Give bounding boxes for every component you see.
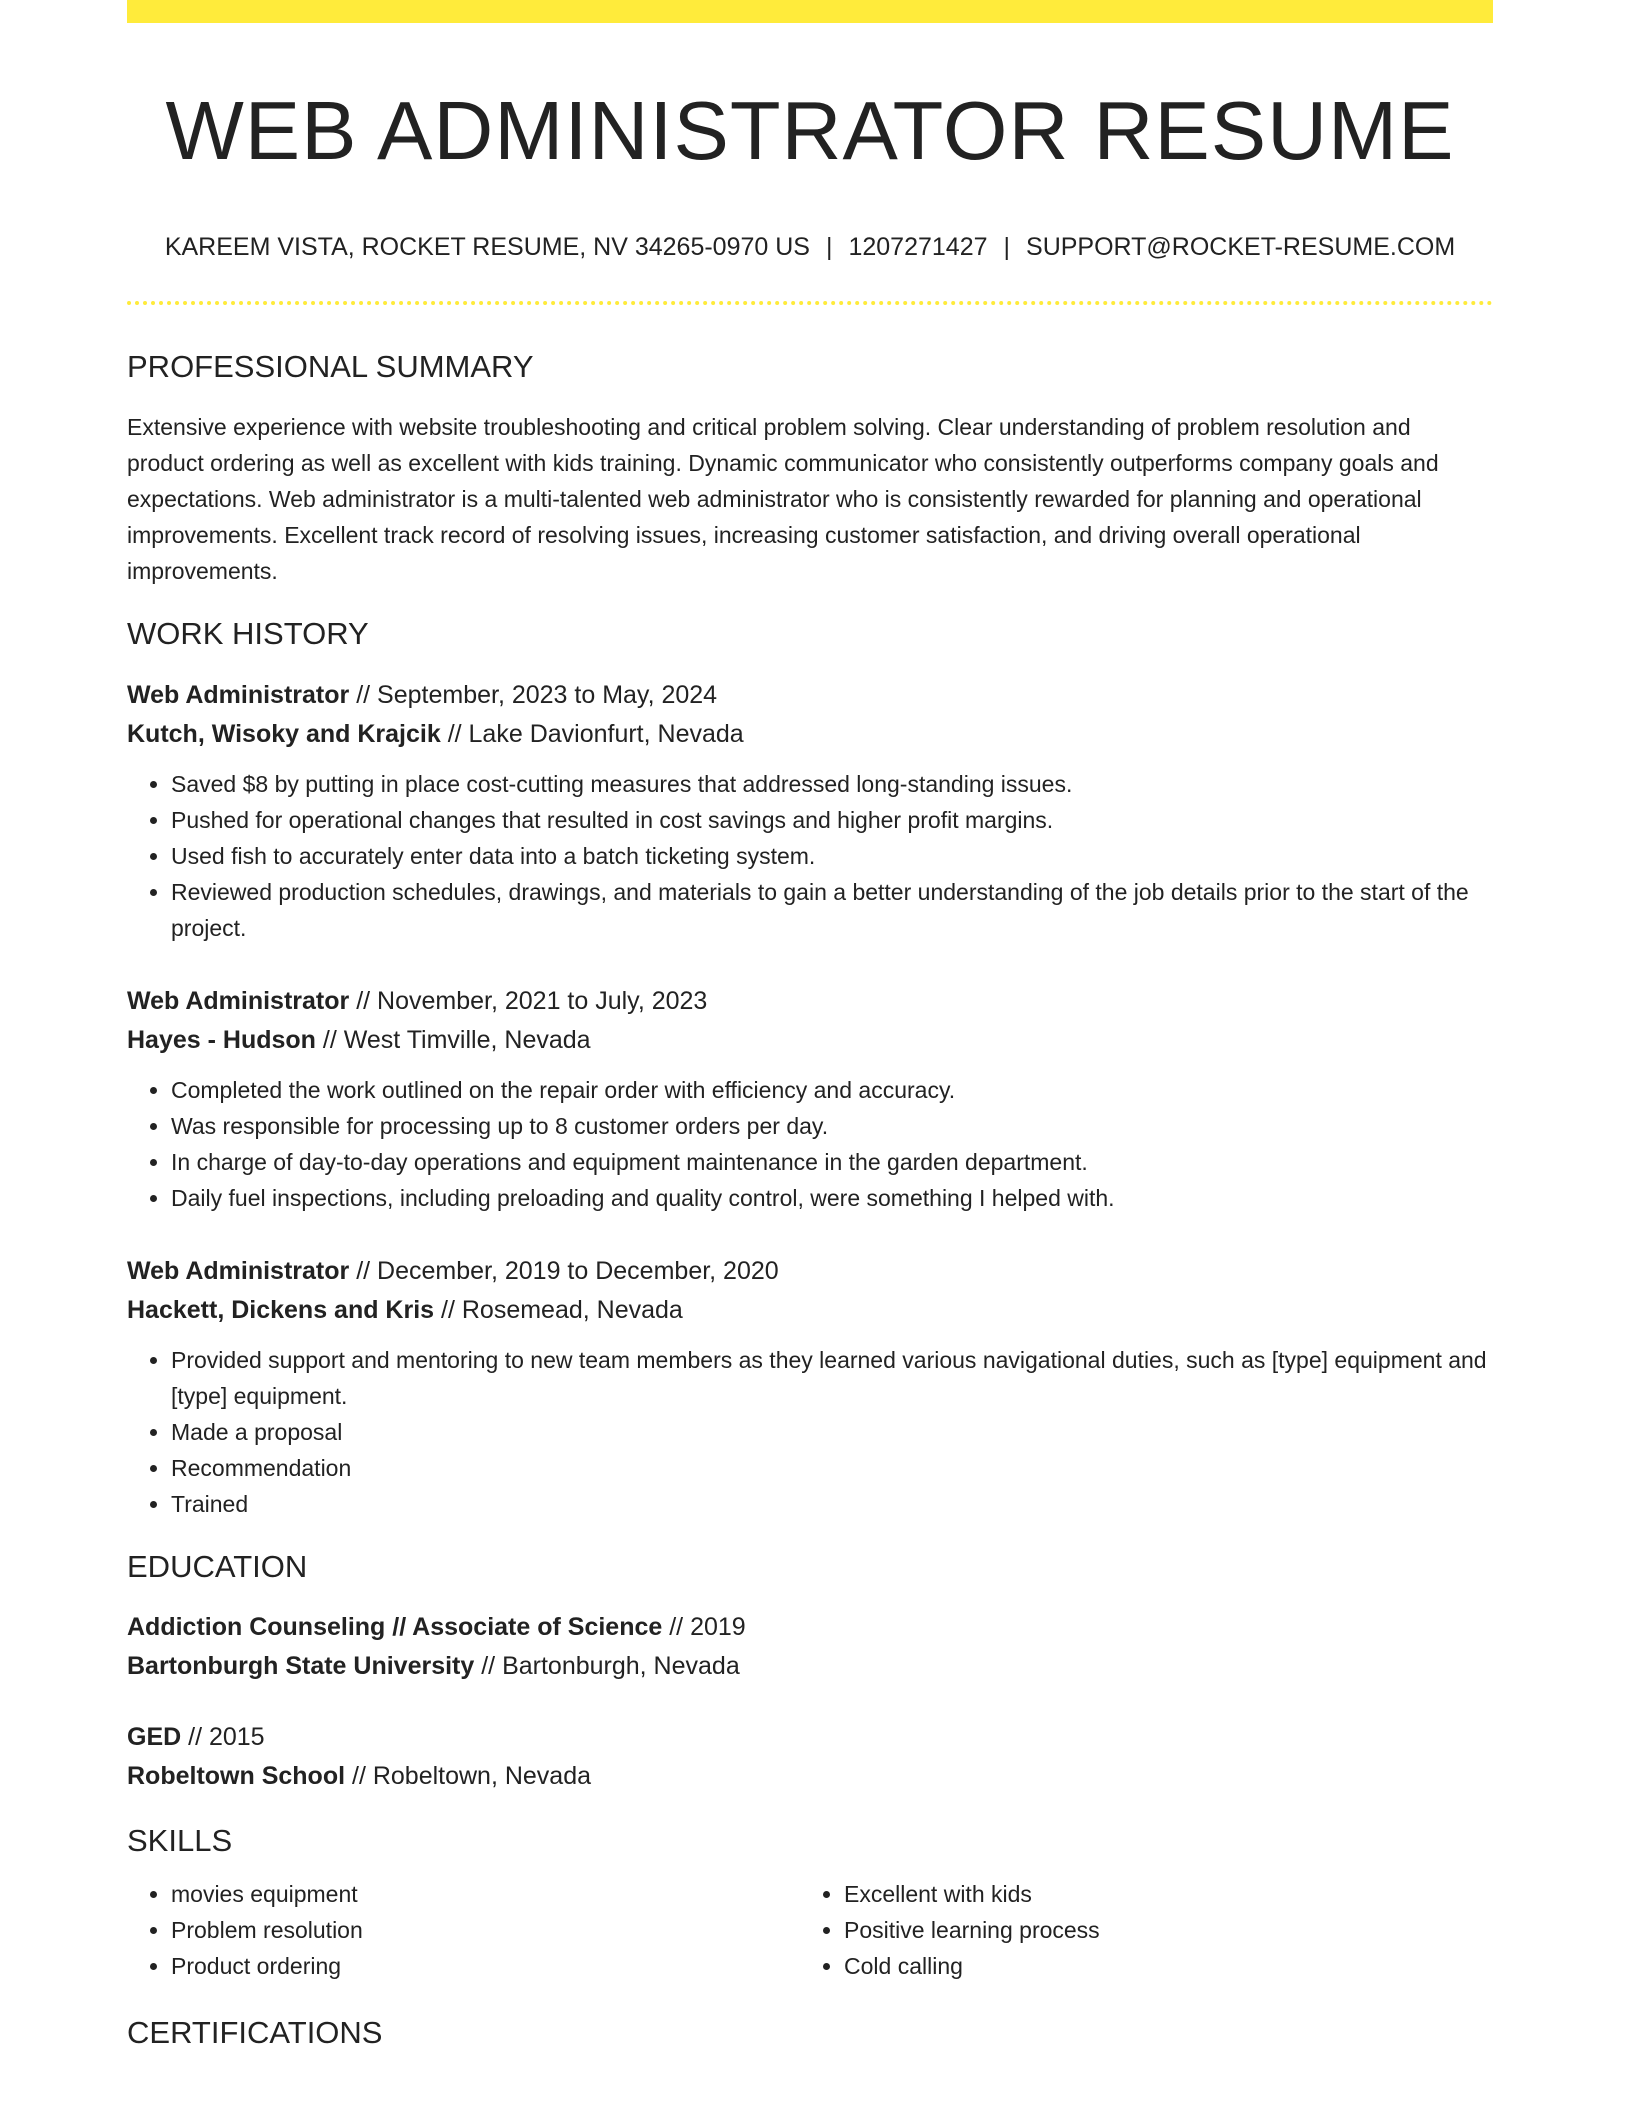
skills-column-left — [127, 1876, 800, 1984]
job-company-line — [127, 715, 1493, 754]
job-company: Kutch, Wisoky and Krajcik — [127, 719, 441, 748]
skill-item: • Cold calling — [844, 1948, 1473, 1984]
contact-email: SUPPORT@ROCKET-RESUME.COM — [1026, 233, 1456, 262]
job-company-line — [127, 1021, 1493, 1060]
job-bullets — [127, 1342, 1493, 1522]
job-bullet: • Reviewed production schedules, drawings, and materials to gain a better understanding of the job details prior to the start of the project. — [171, 874, 1493, 946]
education-degree-line — [127, 1718, 1493, 1757]
education-school: Bartonburgh State University — [127, 1651, 475, 1680]
job-bullet: • Recommendation — [171, 1450, 1493, 1486]
job-company: Hackett, Dickens and Kris — [127, 1295, 435, 1324]
skill-item: • Product ordering — [171, 1948, 800, 1984]
education-year: // 2019 — [662, 1612, 746, 1641]
skills-column-right — [800, 1876, 1473, 1984]
job-title: Web Administrator — [127, 986, 350, 1015]
contact-separator: | — [825, 233, 833, 262]
skills-grid — [127, 1876, 1493, 1984]
job-bullet: • Used fish to accurately enter data into a batch ticketing system. — [171, 838, 1493, 874]
job-dates: // December, 2019 to December, 2020 — [349, 1256, 779, 1285]
job-bullet: • Pushed for operational changes that resulted in cost savings and higher profit margins. — [171, 802, 1493, 838]
skill-item: • Problem resolution — [171, 1912, 800, 1948]
job-location: // West Timville, Nevada — [315, 1025, 591, 1054]
job-entry — [127, 676, 1493, 946]
contact-phone: 1207271427 — [848, 233, 988, 262]
skill-item: • movies equipment — [171, 1876, 800, 1912]
job-title-line — [127, 982, 1493, 1021]
job-location: // Rosemead, Nevada — [434, 1295, 683, 1324]
education-degree-line — [127, 1608, 1493, 1647]
education-school-line — [127, 1647, 1493, 1686]
dotted-divider — [127, 301, 1493, 305]
job-bullet: • Trained — [171, 1486, 1493, 1522]
education-year: // 2015 — [181, 1722, 265, 1751]
skill-item: • Excellent with kids — [844, 1876, 1473, 1912]
job-entry — [127, 982, 1493, 1216]
education-location: // Robeltown, Nevada — [345, 1761, 592, 1790]
resume-page — [127, 0, 1493, 2051]
job-bullet: • Was responsible for processing up to 8 customer orders per day. — [171, 1108, 1493, 1144]
work-history-heading: WORK HISTORY — [127, 616, 369, 652]
top-accent-bar — [127, 0, 1493, 23]
job-bullet: • Saved $8 by putting in place cost-cutting measures that addressed long-standing issues. — [171, 766, 1493, 802]
job-bullet: • In charge of day-to-day operations and equipment maintenance in the garden department. — [171, 1144, 1493, 1180]
education-school-line — [127, 1757, 1493, 1796]
education-heading: EDUCATION — [127, 1548, 308, 1584]
summary-heading: PROFESSIONAL SUMMARY — [127, 349, 534, 385]
page-title: WEB ADMINISTRATOR RESUME — [165, 84, 1455, 177]
education-school: Robeltown School — [127, 1761, 346, 1790]
education-location: // Bartonburgh, Nevada — [474, 1651, 740, 1680]
contact-address: KAREEM VISTA, ROCKET RESUME, NV 34265-0970 US — [164, 233, 810, 262]
job-title-line — [127, 676, 1493, 715]
job-dates: // November, 2021 to July, 2023 — [349, 986, 708, 1015]
job-bullets — [127, 766, 1493, 946]
job-title: Web Administrator — [127, 1256, 350, 1285]
summary-text: Extensive experience with website troubleshooting and critical problem solving. Clear understanding of problem resolution and product ordering as well as excellent with kids training. Dynamic communicator who consistently outperforms company goals and expectations. Web administrator is a multi-talented web administrator who is consistently rewarded for planning and operational improvements. Excellent track record of resolving issues, increasing customer satisfaction, and driving overall operational improvements. — [127, 414, 1439, 585]
skills-heading: SKILLS — [127, 1822, 233, 1858]
contact-separator: | — [1003, 233, 1011, 262]
job-title: Web Administrator — [127, 680, 350, 709]
contact-line — [127, 232, 1493, 262]
job-title-line — [127, 1252, 1493, 1291]
education-degree: GED — [127, 1722, 182, 1751]
education-entry — [127, 1718, 1493, 1796]
skill-item: • Positive learning process — [844, 1912, 1473, 1948]
job-bullet: • Completed the work outlined on the repair order with efficiency and accuracy. — [171, 1072, 1493, 1108]
job-location: // Lake Davionfurt, Nevada — [440, 719, 744, 748]
job-bullets — [127, 1072, 1493, 1216]
job-dates: // September, 2023 to May, 2024 — [349, 680, 718, 709]
job-bullet: • Daily fuel inspections, including preloading and quality control, were something I helped with. — [171, 1180, 1493, 1216]
job-company-line — [127, 1291, 1493, 1330]
job-bullet: • Provided support and mentoring to new team members as they learned various navigational duties, such as [type] equipment and [type] equipment. — [171, 1342, 1493, 1414]
certifications-heading: CERTIFICATIONS — [127, 2015, 383, 2051]
education-degree: Addiction Counseling // Associate of Science — [127, 1612, 663, 1641]
education-entry — [127, 1608, 1493, 1686]
job-bullet: • Made a proposal — [171, 1414, 1493, 1450]
job-entry — [127, 1252, 1493, 1522]
job-company: Hayes - Hudson — [127, 1025, 316, 1054]
